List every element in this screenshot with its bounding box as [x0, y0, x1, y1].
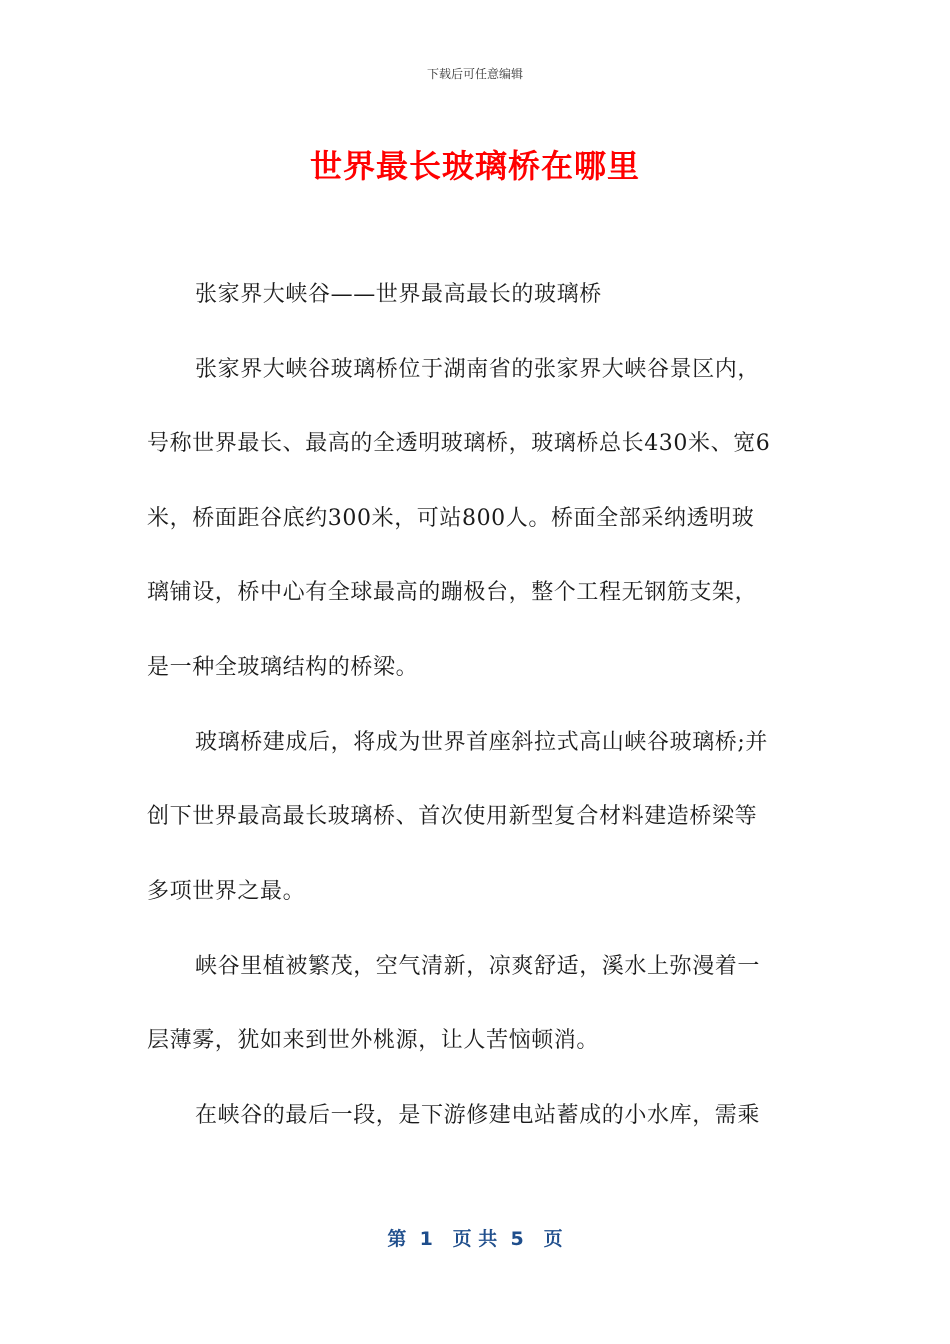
- paragraph-line: 张家界大峡谷玻璃桥位于湖南省的张家界大峡谷景区内，: [195, 357, 761, 382]
- paragraph-line: 玻璃桥建成后，将成为世界首座斜拉式高山峡谷玻璃桥;并: [195, 730, 769, 755]
- paragraph-line: 是一种全玻璃结构的桥梁。: [147, 655, 419, 680]
- document-title: 世界最长玻璃桥在哪里: [309, 147, 640, 185]
- paragraph-line: 号称世界最长、最高的全透明玻璃桥，玻璃桥总长430米、宽6: [147, 431, 771, 456]
- paragraph-line: 璃铺设，桥中心有全球最高的蹦极台，整个工程无钢筋支架，: [147, 580, 758, 605]
- paragraph-line: 创下世界最高最长玻璃桥、首次使用新型复合材料建造桥梁等: [147, 804, 758, 829]
- header-note: 下载后可任意编辑: [426, 67, 523, 81]
- paragraph-line: 在峡谷的最后一段，是下游修建电站蓄成的小水库，需乘: [195, 1103, 761, 1128]
- paragraph-line: 米，桥面距谷底约300米，可站800人。桥面全部采纳透明玻: [147, 506, 755, 531]
- paragraph-line: 张家界大峡谷——世界最高最长的玻璃桥: [195, 282, 602, 307]
- page-footer: 第 1 页 共 5 页: [387, 1228, 563, 1250]
- paragraph-line: 峡谷里植被繁茂，空气清新，凉爽舒适，溪水上弥漫着一: [195, 954, 761, 979]
- paragraph-line: 多项世界之最。: [147, 879, 306, 904]
- paragraph-line: 层薄雾，犹如来到世外桃源，让人苦恼顿消。: [147, 1028, 600, 1053]
